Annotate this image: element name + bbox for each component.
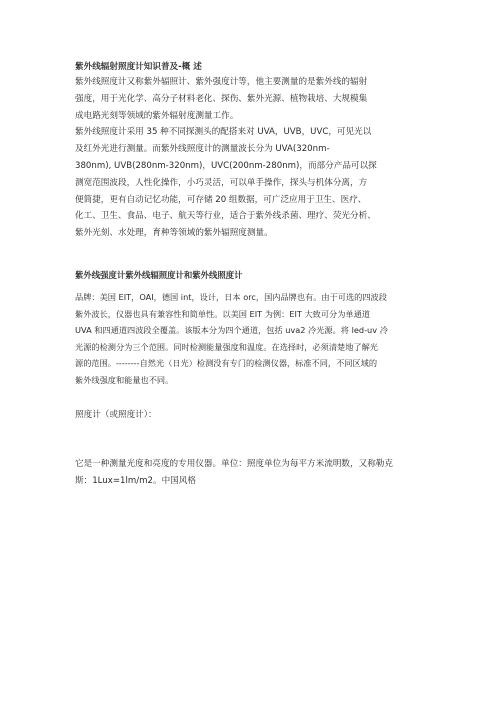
text-line: 光源的检测分为三个范围。同时检测能量强度和温度。在选择时，必须清楚地了解光 xyxy=(75,341,378,352)
text-line: 品牌：美国 EIT，OAI，德国 int，设计，日本 orc，国内品牌也有。由于可选的四波段 xyxy=(75,292,387,302)
text-line: 紫外光刻、水处理，育种等领域的紫外辐照度测量。 xyxy=(75,228,273,239)
text-line: 成电路光刻等领域的紫外辐射度测量工作。 xyxy=(75,110,239,121)
paragraph-illuminometer xyxy=(75,456,435,490)
paragraph-overview xyxy=(75,74,435,242)
text-line: UVA 和四通道四波段全覆盖。该版本分为四个通道，包括 uva2 冷光源。将 led-uv 冷 xyxy=(75,325,388,336)
text-line: 紫外线照度计采用 35 种不同探测头的配搭来对 UVA，UVB，UVC，可见光以 xyxy=(75,127,372,138)
section-heading: 紫外线强度计紫外线辐照度计和紫外线照度计 xyxy=(75,270,243,280)
text-line: 源的范围。--------自然光（日光）检测没有专门的检测仪器，标准不同，不同区域的 xyxy=(75,358,378,369)
text-line: 紫外波长，仪器也具有兼容性和简单性。以美国 EIT 为例：EIT 大致可分为单通道 xyxy=(75,308,370,319)
paragraph-brands xyxy=(75,289,435,389)
text-line: 它是一种测量光度和亮度的专用仪器。单位：照度单位为每平方米流明数，又称勒克 xyxy=(75,459,393,469)
document-title-block xyxy=(75,61,435,73)
text-line: 斯：1Lux=1lm/m2。中国风格 xyxy=(75,475,196,486)
text-line: 测宽范围波段，人性化操作，小巧灵活，可以单手操作，探头与机体分离，方 xyxy=(75,177,368,188)
illuminometer-label: 照度计（或照度计）： xyxy=(75,410,157,420)
text-line: 紫外线照度计又称紫外辐照计、紫外强度计等，他主要测量的是紫外线的辐射 xyxy=(75,77,368,87)
text-line: 便简捷，更有自动记忆功能，可存储 20 组数据，可广泛应用于卫生、医疗、 xyxy=(75,194,367,205)
text-line: 及红外光进行测量。而紫外线照度计的测量波长分为 UVA(320nm- xyxy=(75,144,330,155)
section-heading-block xyxy=(75,269,435,281)
text-line: 强度，用于光化学、高分子材料老化、探伤、紫外光源、植物栽培、大规模集 xyxy=(75,93,368,104)
document-title: 紫外线辐射照度计知识普及-概 述 xyxy=(75,62,202,72)
text-line: 化工、卫生、食品、电子、航天等行业，适合于紫外线杀菌、理疗、荧光分析、 xyxy=(75,211,376,222)
text-line: 紫外线强度和能量也不同。 xyxy=(75,374,174,385)
illuminometer-label-block xyxy=(75,409,435,421)
text-line: 380nm), UVB(280nm-320nm)，UVC(200nm-280nm)，而部分产品可以探 xyxy=(75,160,377,171)
